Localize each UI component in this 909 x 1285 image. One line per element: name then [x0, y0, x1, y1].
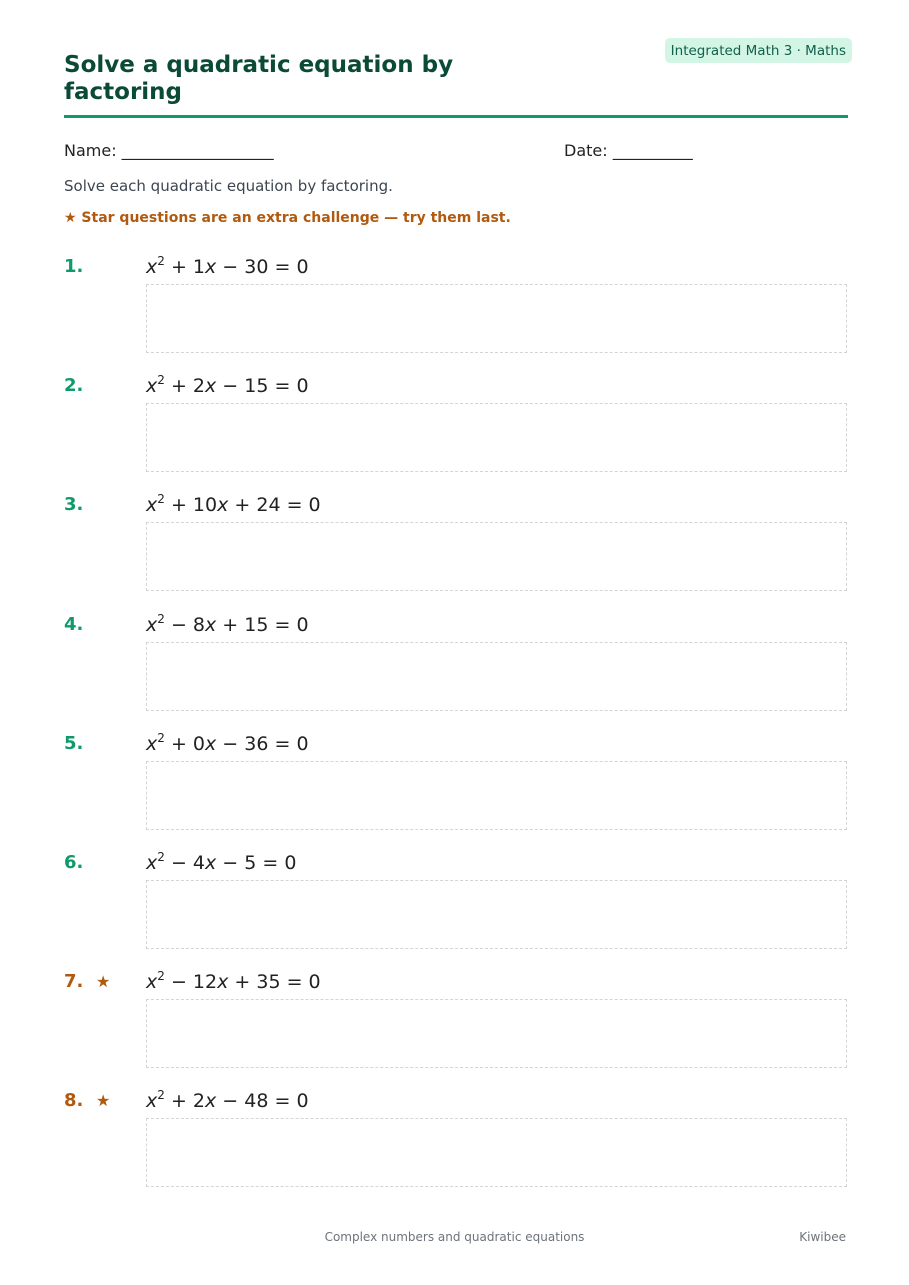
- question-equation: [146, 256, 309, 278]
- answer-box[interactable]: [146, 1118, 847, 1187]
- equation-term: 2: [192, 1090, 205, 1112]
- footer-brand: Kiwibee: [799, 1230, 846, 1244]
- equation-term: = 0: [286, 494, 321, 516]
- question-equation: [146, 375, 309, 397]
- equation-term: 30: [244, 256, 269, 278]
- equation-term: 35: [256, 971, 281, 993]
- answer-box[interactable]: [146, 761, 847, 830]
- equation-term: 48: [244, 1090, 269, 1112]
- equation-term: +: [170, 733, 187, 755]
- equation-term: +: [170, 256, 187, 278]
- question-equation: [146, 852, 296, 874]
- equation-term: +: [170, 375, 187, 397]
- equation-term: 1: [192, 256, 205, 278]
- equation-term: 10: [192, 494, 218, 516]
- equation-variable: x: [217, 494, 229, 516]
- question-number: 8.: [64, 1090, 84, 1111]
- question-number: 3.: [64, 494, 84, 515]
- equation-term: −: [222, 1090, 239, 1112]
- equation-term: −: [170, 614, 187, 636]
- question-equation: [146, 733, 309, 755]
- star-note: ★ Star questions are an extra challenge — try them last.: [64, 210, 511, 226]
- equation-exponent: 2: [157, 969, 165, 983]
- challenge-star-icon: ★: [96, 1091, 111, 1110]
- question-number: 5.: [64, 733, 84, 754]
- answer-box[interactable]: [146, 880, 847, 949]
- challenge-star-icon: ★: [96, 972, 111, 991]
- equation-variable: x: [205, 733, 217, 755]
- equation-term: −: [170, 971, 187, 993]
- equation-variable: x: [205, 614, 217, 636]
- equation-variable: x: [205, 375, 217, 397]
- equation-exponent: 2: [157, 373, 165, 387]
- equation-term: +: [234, 494, 251, 516]
- equation-variable: x: [146, 494, 158, 516]
- footer-topic: Complex numbers and quadratic equations: [324, 1230, 585, 1244]
- answer-box[interactable]: [146, 522, 847, 591]
- equation-term: = 0: [274, 256, 309, 278]
- equation-term: +: [170, 1090, 187, 1112]
- equation-variable: x: [146, 1090, 158, 1112]
- question-equation: [146, 614, 309, 636]
- equation-variable: x: [217, 971, 229, 993]
- equation-variable: x: [146, 256, 158, 278]
- equation-term: −: [222, 852, 239, 874]
- equation-variable: x: [205, 256, 217, 278]
- question-number: 2.: [64, 375, 84, 396]
- equation-exponent: 2: [157, 850, 165, 864]
- equation-exponent: 2: [157, 612, 165, 626]
- equation-term: 12: [192, 971, 218, 993]
- question-equation: [146, 494, 321, 516]
- page-title: Solve a quadratic equation by factoring: [64, 52, 454, 105]
- answer-box[interactable]: [146, 642, 847, 711]
- equation-term: +: [170, 494, 187, 516]
- question-number: 6.: [64, 852, 84, 873]
- worksheet-header: [64, 43, 848, 106]
- question-number: 7.: [64, 971, 84, 992]
- equation-variable: x: [146, 614, 158, 636]
- question-equation: [146, 1090, 309, 1112]
- equation-term: 0: [192, 733, 205, 755]
- equation-term: = 0: [274, 614, 309, 636]
- equation-term: = 0: [274, 1090, 309, 1112]
- equation-variable: x: [146, 852, 158, 874]
- equation-term: = 0: [262, 852, 297, 874]
- equation-term: +: [222, 614, 239, 636]
- equation-variable: x: [146, 733, 158, 755]
- date-field[interactable]: Date: __________: [564, 141, 693, 160]
- equation-term: −: [222, 256, 239, 278]
- equation-term: 15: [244, 375, 269, 397]
- equation-exponent: 2: [157, 731, 165, 745]
- equation-term: −: [222, 733, 239, 755]
- answer-box[interactable]: [146, 403, 847, 472]
- equation-term: −: [222, 375, 239, 397]
- equation-variable: x: [146, 375, 158, 397]
- question-equation: [146, 971, 321, 993]
- equation-term: 8: [192, 614, 205, 636]
- equation-term: = 0: [274, 733, 309, 755]
- equation-term: 15: [244, 614, 269, 636]
- equation-term: = 0: [286, 971, 321, 993]
- equation-term: 24: [256, 494, 281, 516]
- title-divider: [64, 115, 848, 118]
- equation-term: −: [170, 852, 187, 874]
- instructions: Solve each quadratic equation by factoring.: [64, 177, 393, 195]
- equation-term: = 0: [274, 375, 309, 397]
- question-number: 1.: [64, 256, 84, 277]
- equation-term: 5: [244, 852, 257, 874]
- answer-box[interactable]: [146, 284, 847, 353]
- equation-term: 4: [192, 852, 205, 874]
- equation-term: 2: [192, 375, 205, 397]
- equation-variable: x: [205, 852, 217, 874]
- answer-box[interactable]: [146, 999, 847, 1068]
- equation-variable: x: [205, 1090, 217, 1112]
- equation-term: 36: [244, 733, 269, 755]
- equation-exponent: 2: [157, 492, 165, 506]
- name-field[interactable]: Name: ___________________: [64, 141, 274, 160]
- subject-badge: Integrated Math 3 · Maths: [665, 38, 852, 63]
- equation-exponent: 2: [157, 254, 165, 268]
- question-number: 4.: [64, 614, 84, 635]
- equation-term: +: [234, 971, 251, 993]
- equation-variable: x: [146, 971, 158, 993]
- equation-exponent: 2: [157, 1088, 165, 1102]
